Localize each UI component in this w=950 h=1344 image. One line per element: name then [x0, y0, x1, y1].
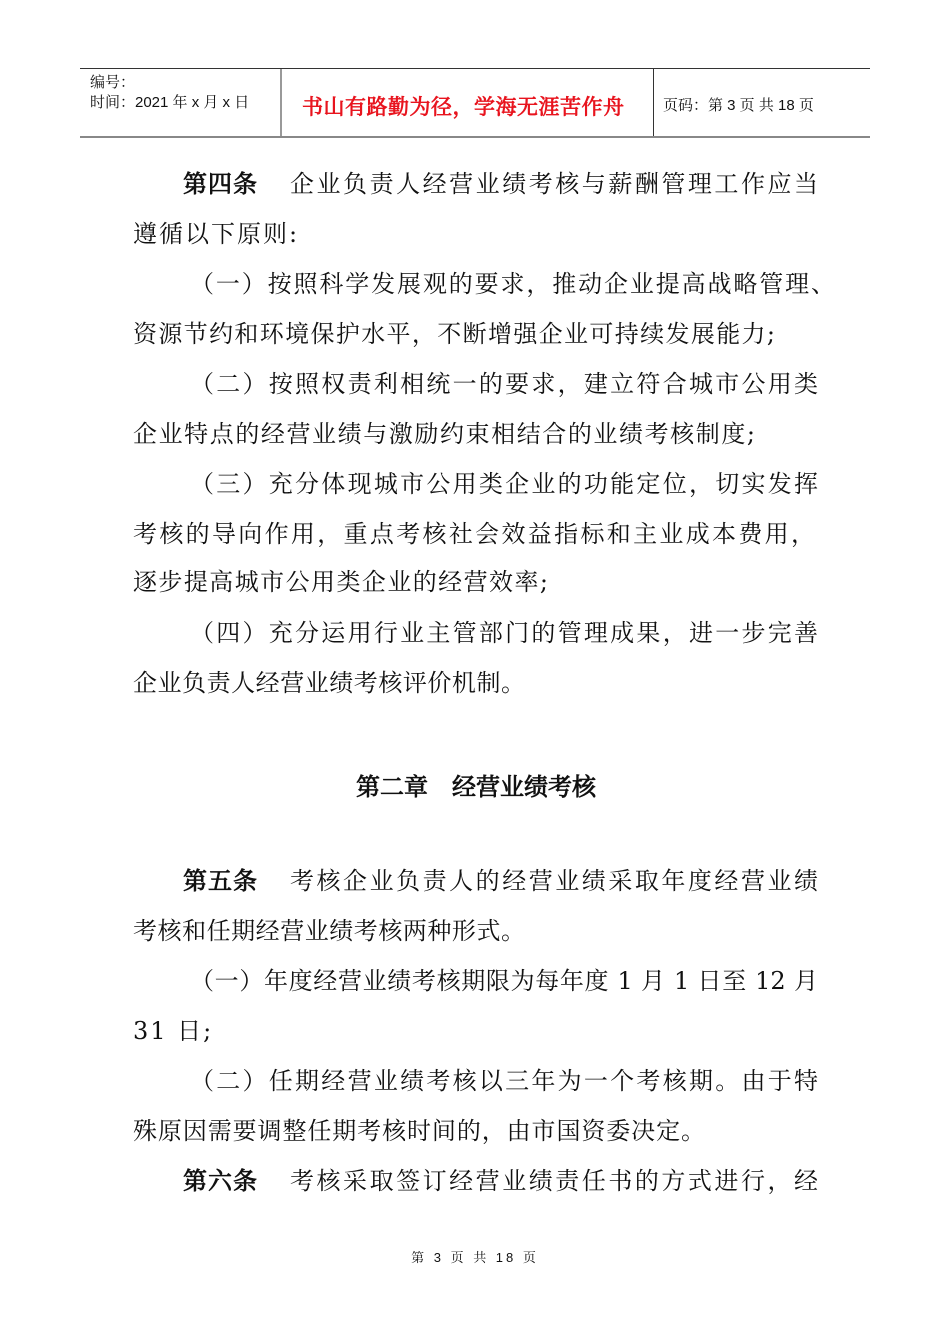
paragraph-line: （二）按照权责利相统一的要求，建立符合城市公用类: [190, 370, 818, 398]
document-number-label: 编号：: [90, 74, 136, 91]
paragraph-line: （一）按照科学发展观的要求，推动企业提高战略管理、: [190, 270, 835, 298]
paragraph-line: 考核的导向作用，重点考核社会效益指标和主业成本费用，: [133, 520, 815, 548]
article-6-title: 第六条: [183, 1167, 258, 1195]
paragraph-line: 资源节约和环境保护水平，不断增强企业可持续发展能力;: [133, 320, 775, 348]
paragraph-line: （三）充分体现城市公用类企业的功能定位，切实发挥: [190, 470, 818, 498]
header-page-cell: [655, 69, 870, 136]
article-4-line: 企业负责人经营业绩考核与薪酬管理工作应当: [290, 170, 818, 198]
article-5-line: 考核和任期经营业绩考核两种形式。: [133, 917, 525, 945]
page-header-table: [80, 68, 870, 138]
paragraph-line: 31 日;: [133, 1017, 214, 1045]
header-meta-cell: [80, 69, 282, 136]
page-footer: 第 3 页 共 18 页: [411, 1250, 539, 1265]
article-4-line: 遵循以下原则:: [133, 220, 300, 248]
paragraph-line: 殊原因需要调整任期考核时间的，由市国资委决定。: [133, 1117, 705, 1145]
paragraph-line: （四）充分运用行业主管部门的管理成果，进一步完善: [190, 619, 818, 647]
paragraph-line: 企业负责人经营业绩考核评价机制。: [133, 669, 525, 697]
article-6-line: 考核采取签订经营业绩责任书的方式进行，经: [290, 1167, 818, 1195]
header-page-info: 页码：第 3 页 共 18 页: [663, 97, 814, 114]
header-motto-cell: [282, 69, 654, 136]
paragraph-line: （二）任期经营业绩考核以三年为一个考核期。由于特: [190, 1067, 818, 1095]
motto-text: 书山有路勤为径，学海无涯苦作舟: [302, 96, 625, 119]
article-5-title: 第五条: [183, 867, 258, 895]
article-5-line: 考核企业负责人的经营业绩采取年度经营业绩: [290, 867, 818, 895]
paragraph-line: 逐步提高城市公用类企业的经营效率;: [133, 568, 548, 596]
article-4-title: 第四条: [183, 170, 258, 198]
paragraph-line: （一）年度经营业绩考核期限为每年度 1 月 1 日至 12 月: [190, 967, 818, 995]
document-date: 时间：2021 年 x 月 x 日: [90, 94, 250, 111]
paragraph-line: 企业特点的经营业绩与激励约束相结合的业绩考核制度;: [133, 420, 755, 448]
chapter-heading: 第二章 经营业绩考核: [356, 773, 596, 801]
